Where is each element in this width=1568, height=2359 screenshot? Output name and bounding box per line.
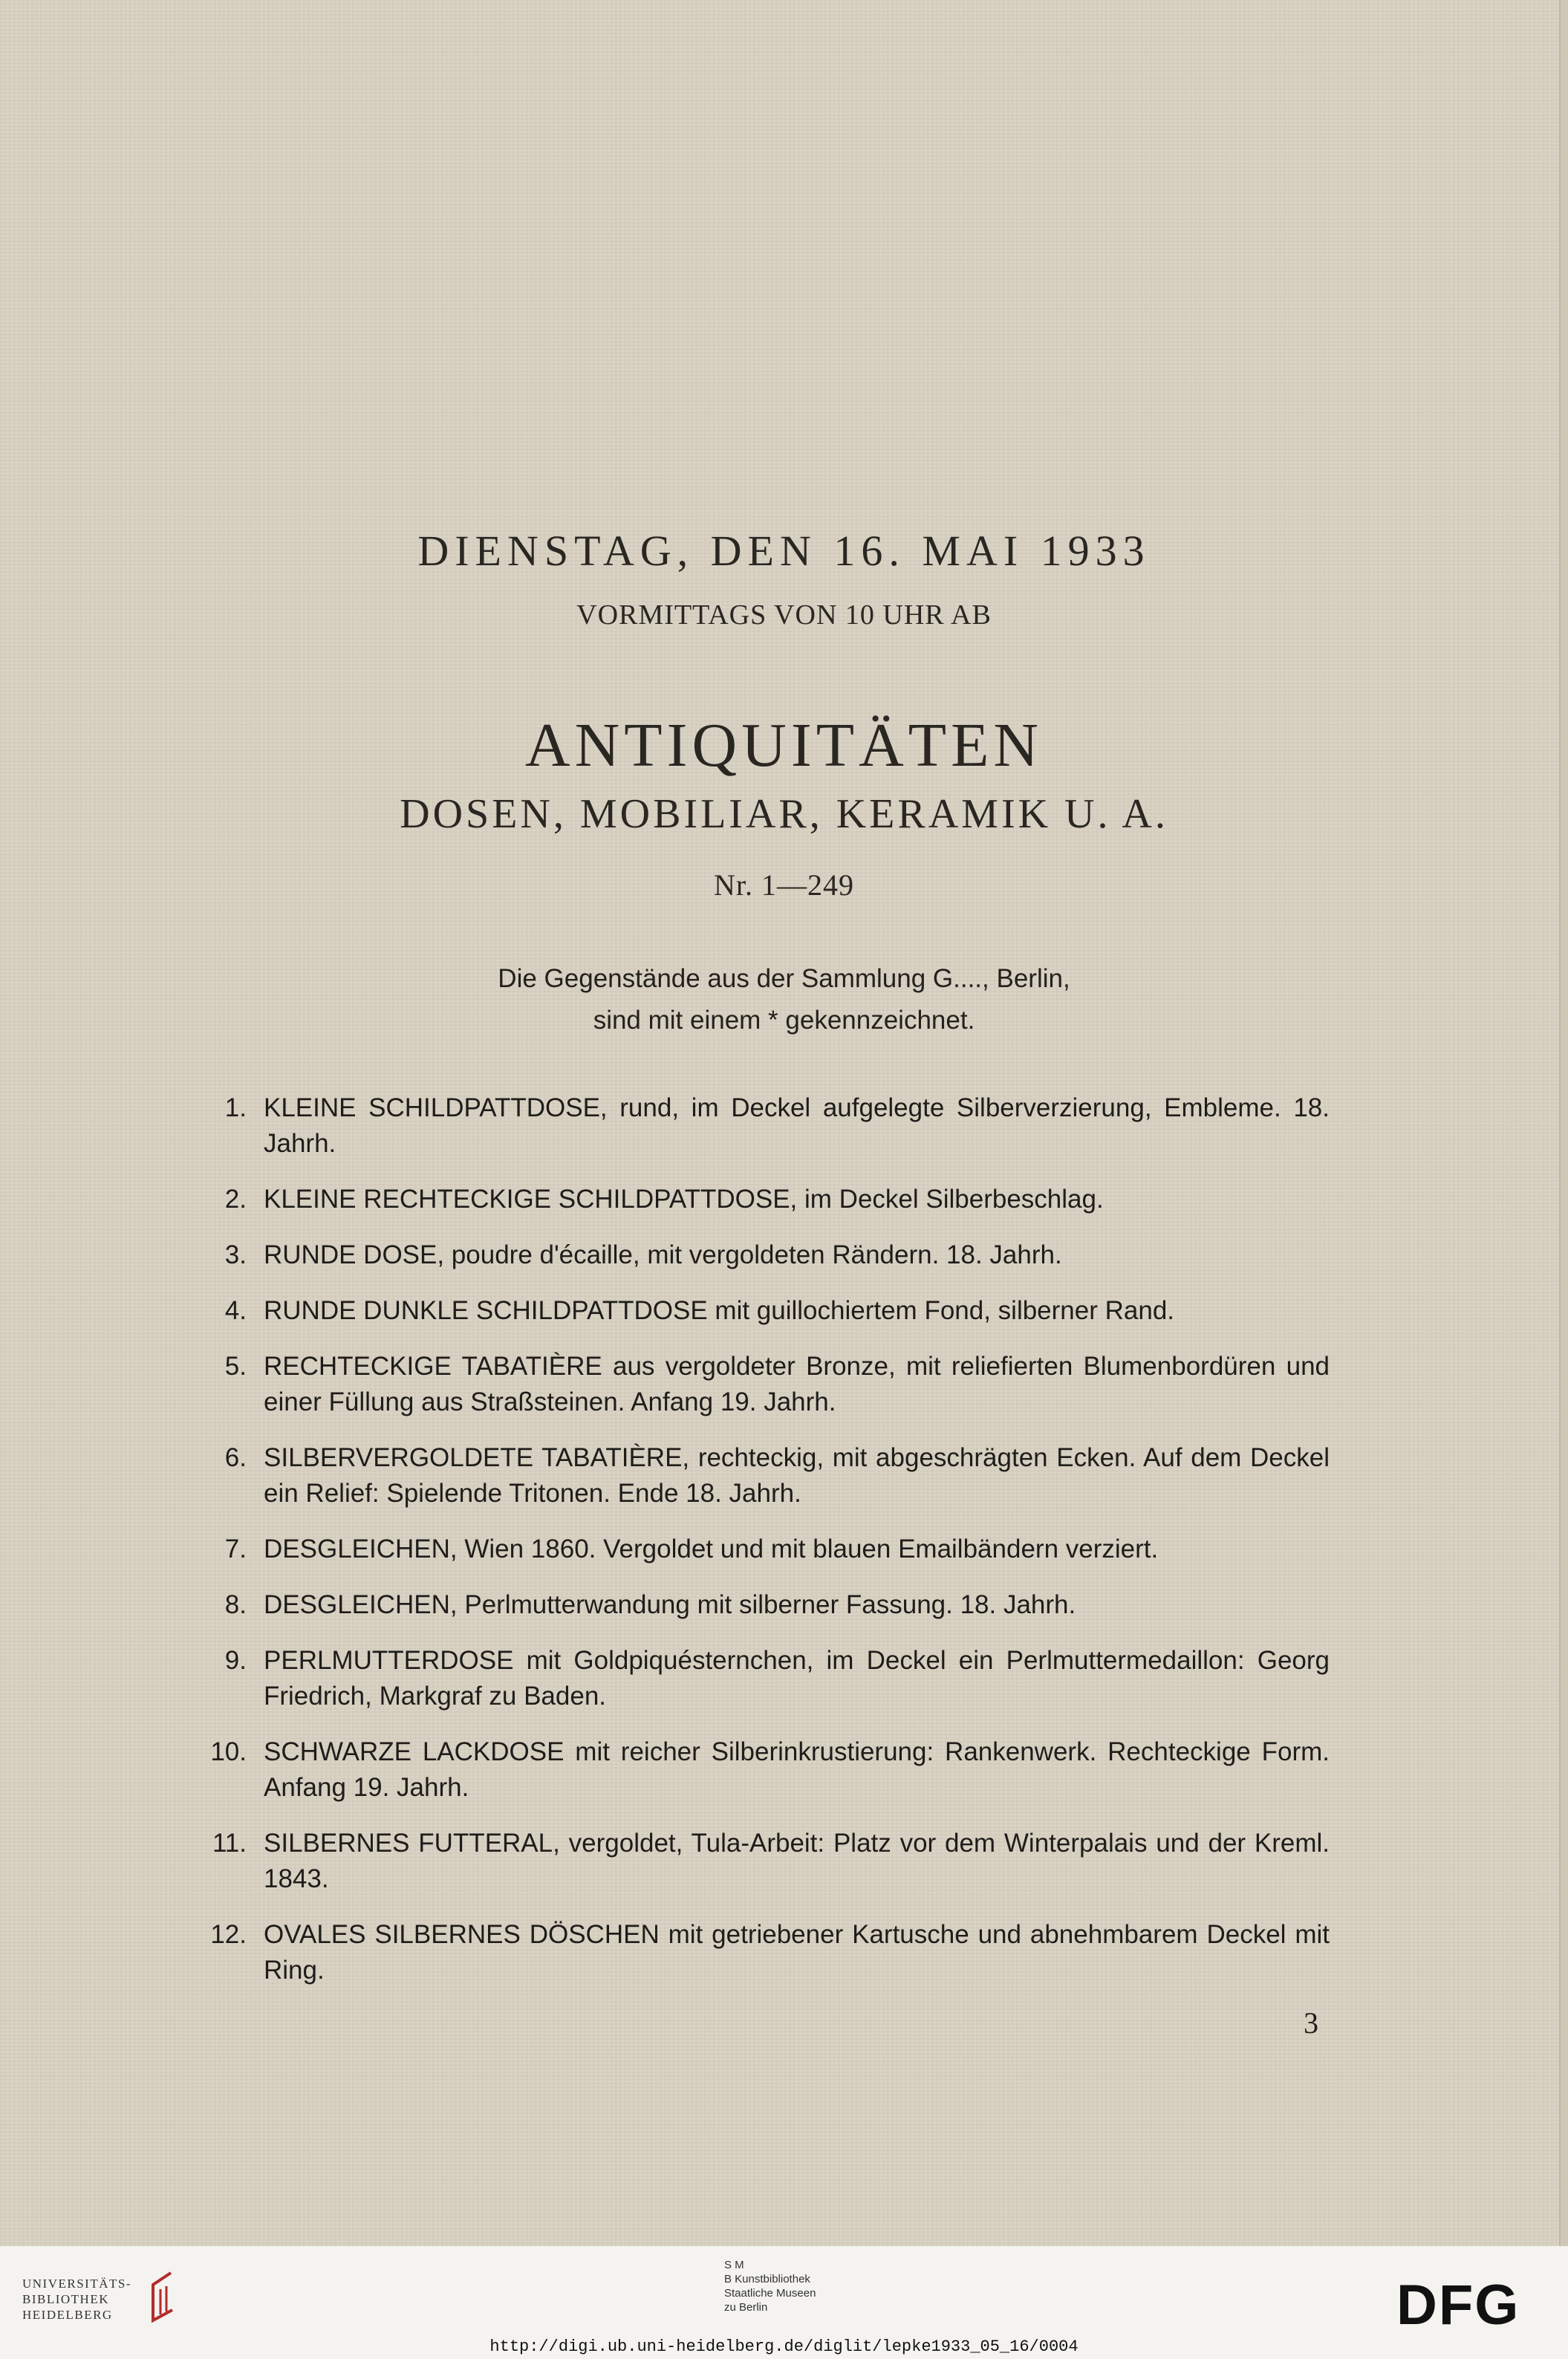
lot-description: DESGLEICHEN, Wien 1860. Vergoldet und mit blauen Emailbändern verziert. <box>264 1535 1159 1564</box>
lot-range: Nr. 1—249 <box>714 868 854 902</box>
lot-description: PERLMUTTERDOSE mit Goldpiquésternchen, im Deckel ein Perlmuttermedaillon: Georg Friedrich, Markgraf zu Baden. <box>264 1646 1330 1711</box>
logo-line: UNIVERSITÄTS- <box>22 2277 131 2291</box>
lot-item <box>208 1440 1330 1512</box>
lot-number: 12. <box>210 1920 247 1949</box>
lot-item <box>208 1917 1330 1988</box>
lot-description: RUNDE DOSE, poudre d'écaille, mit vergoldeten Rändern. 18. Jahrh. <box>264 1240 1062 1269</box>
smb-line: S M <box>724 2259 744 2271</box>
lot-number: 9. <box>224 1646 247 1675</box>
lot-item <box>208 1182 1330 1217</box>
catalog-title: ANTIQUITÄTEN <box>524 711 1044 780</box>
dfg-logo[interactable]: DFG <box>1396 2274 1520 2337</box>
lot-item <box>208 1293 1330 1329</box>
lot-description: KLEINE RECHTECKIGE SCHILDPATTDOSE, im Deckel Silberbeschlag. <box>264 1185 1104 1214</box>
heidelberg-library-logo[interactable] <box>22 2276 149 2323</box>
lot-item <box>208 1532 1330 1567</box>
lot-item <box>208 1349 1330 1420</box>
lot-item <box>208 1587 1330 1623</box>
logo-line: HEIDELBERG <box>22 2308 113 2322</box>
lot-number: 6. <box>224 1443 247 1472</box>
smb-kunstbibliothek-logo[interactable] <box>724 2258 917 2314</box>
lot-item <box>208 1826 1330 1897</box>
lot-description: SILBERVERGOLDETE TABATIÈRE, rechteckig, mit abgeschrägten Ecken. Auf dem Deckel ein Relief: Spielende Tritonen. Ende 18. Jahrh. <box>264 1443 1330 1508</box>
lot-number: 7. <box>224 1535 247 1564</box>
lot-number: 8. <box>224 1590 247 1619</box>
smb-line: Staatliche Museen <box>724 2287 816 2300</box>
lot-description: SILBERNES FUTTERAL, vergoldet, Tula-Arbeit: Platz vor dem Winterpalais und der Kreml. 1843. <box>264 1829 1330 1893</box>
document-url[interactable]: http://digi.ub.uni-heidelberg.de/diglit/lepke1933_05_16/0004 <box>489 2337 1079 2356</box>
catalog-subtitle: DOSEN, MOBILIAR, KERAMIK U. A. <box>400 791 1168 837</box>
lot-description: DESGLEICHEN, Perlmutterwandung mit silberner Fassung. 18. Jahrh. <box>264 1590 1076 1619</box>
lot-number: 10. <box>210 1737 247 1766</box>
auction-date: DIENSTAG, DEN 16. MAI 1933 <box>417 527 1151 575</box>
lot-number: 5. <box>224 1352 247 1381</box>
smb-line: zu Berlin <box>724 2301 768 2314</box>
logo-line: BIBLIOTHEK <box>22 2292 109 2306</box>
lot-number: 1. <box>224 1093 247 1122</box>
page-edge <box>1559 0 1568 2246</box>
auction-time: VORMITTAGS VON 10 UHR AB <box>576 599 992 631</box>
viewer-footer <box>0 2246 1568 2359</box>
lot-item <box>208 1734 1330 1806</box>
lot-description: RECHTECKIGE TABATIÈRE aus vergoldeter Bronze, mit reliefierten Blumenbordüren und einer Füllung aus Straßsteinen. Anfang 19. Jahrh. <box>264 1352 1330 1416</box>
lot-number: 4. <box>224 1296 247 1325</box>
page-number: 3 <box>1304 2006 1318 2040</box>
smb-line: B Kunstbibliothek <box>724 2273 810 2285</box>
lot-item <box>208 1237 1330 1273</box>
lot-description: RUNDE DUNKLE SCHILDPATTDOSE mit guillochiertem Fond, silberner Rand. <box>264 1296 1175 1325</box>
lot-description: OVALES SILBERNES DÖSCHEN mit getriebener Kartusche und abnehmbarem Deckel mit Ring. <box>264 1920 1330 1985</box>
lot-list <box>208 1090 1330 2008</box>
lot-description: SCHWARZE LACKDOSE mit reicher Silberinkrustierung: Rankenwerk. Rechteckige Form. Anfang 19. Jahrh. <box>264 1737 1330 1802</box>
lot-number: 11. <box>212 1829 247 1858</box>
library-mark-icon <box>143 2268 187 2328</box>
lot-item <box>208 1643 1330 1714</box>
collection-note-line-2: sind mit einem * gekennzeichnet. <box>593 1006 975 1035</box>
lot-description: KLEINE SCHILDPATTDOSE, rund, im Deckel aufgelegte Silberverzierung, Embleme. 18. Jahrh. <box>264 1093 1330 1158</box>
lot-number: 2. <box>224 1185 247 1214</box>
lot-item <box>208 1090 1330 1162</box>
lot-number: 3. <box>224 1240 247 1269</box>
collection-note-line-1: Die Gegenstände aus der Sammlung G...., Berlin, <box>498 964 1070 993</box>
